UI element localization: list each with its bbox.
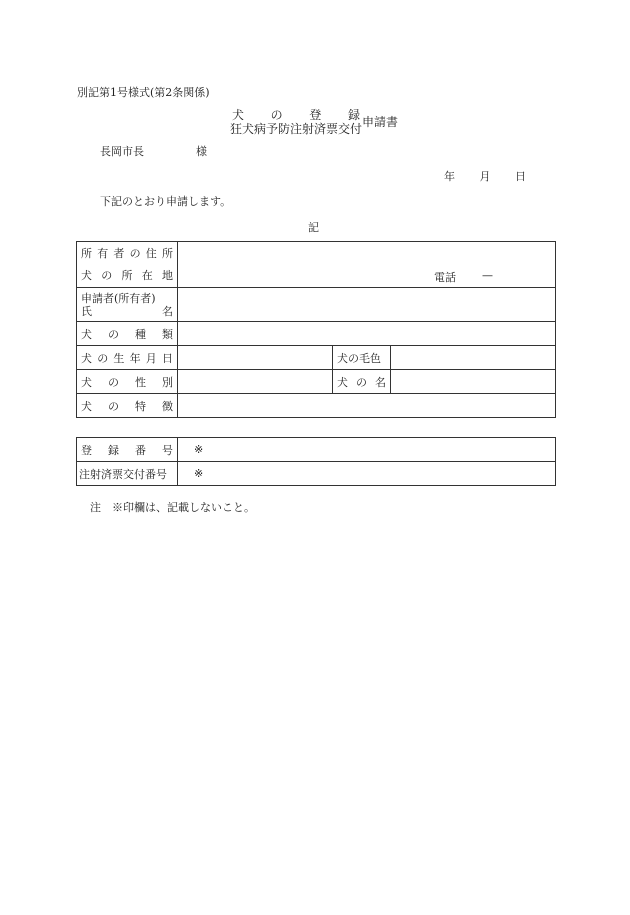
addressee-honorific: 様 <box>196 145 207 158</box>
sex-input[interactable] <box>178 370 333 394</box>
features-label: 犬 の 特 徴 <box>81 399 173 413</box>
phone-dash: — <box>482 269 493 282</box>
breed-label: 犬 の 種 類 <box>81 327 173 341</box>
applicant-label-cell <box>77 288 178 322</box>
reserved-mark: ※ <box>194 443 204 456</box>
title-char: 録 <box>347 108 360 122</box>
table-row <box>77 394 556 418</box>
registration-number-label: 登 録 番 号 <box>81 443 173 457</box>
date-year-label: 年 <box>444 170 455 183</box>
dog-name-input[interactable] <box>391 370 556 394</box>
applicant-label-line2: 氏 名 <box>81 304 173 318</box>
owner-address-label: 所 有 者 の 住 所 <box>81 246 173 260</box>
address-input-cell[interactable] <box>178 242 556 288</box>
registration-number-cell <box>178 438 556 462</box>
table-row <box>77 438 556 462</box>
title-char: 犬 <box>232 108 245 122</box>
tag-number-cell <box>178 462 556 486</box>
dog-location-label: 犬 の 所 在 地 <box>81 268 173 282</box>
addressee-name: 長岡市長 <box>100 145 144 158</box>
registration-table <box>76 437 556 486</box>
sex-label-cell <box>77 370 178 394</box>
phone-label: 電話 <box>434 271 456 284</box>
reserved-mark: ※ <box>194 467 204 480</box>
application-table <box>76 241 556 418</box>
ki-heading: 記 <box>308 221 319 234</box>
table-row <box>77 462 556 486</box>
tag-number-label: 注射済票交付番号 <box>77 462 178 486</box>
features-label-cell <box>77 394 178 418</box>
date-month-label: 月 <box>479 170 491 183</box>
address-location-label-cell <box>77 242 178 288</box>
date-day-label: 日 <box>515 170 526 183</box>
table-row <box>77 346 556 370</box>
dog-name-label: 犬 の 名 <box>337 375 386 389</box>
form-reference: 別記第1号様式(第2条関係) <box>77 86 210 99</box>
coat-color-input[interactable] <box>391 346 556 370</box>
features-input[interactable] <box>178 394 556 418</box>
title-char: 登 <box>309 108 322 122</box>
title-line-2: 狂犬病予防注射済票交付 <box>230 122 363 136</box>
coat-color-label: 犬の毛色 <box>333 346 391 370</box>
title-char: の <box>270 108 283 122</box>
note-text: ※印欄は、記載しないこと。 <box>112 501 255 514</box>
registration-number-label-cell <box>77 438 178 462</box>
breed-input[interactable] <box>178 322 556 346</box>
breed-label-cell <box>77 322 178 346</box>
title-suffix: 申請書 <box>362 115 399 129</box>
table-row <box>77 370 556 394</box>
applicant-name-input[interactable] <box>178 288 556 322</box>
sex-label: 犬 の 性 別 <box>81 375 173 389</box>
table-row <box>77 242 556 288</box>
applicant-label-line1: 申請者(所有者) <box>81 291 156 305</box>
intro-text: 下記のとおり申請します。 <box>100 195 232 208</box>
date-line <box>444 168 526 184</box>
note-prefix: 注 <box>90 501 101 514</box>
birthdate-input[interactable] <box>178 346 333 370</box>
birthdate-label-cell <box>77 346 178 370</box>
table-row <box>77 322 556 346</box>
birthdate-label: 犬 の 生 年 月 日 <box>81 351 173 365</box>
dog-name-label-cell <box>333 370 391 394</box>
table-row <box>77 288 556 322</box>
